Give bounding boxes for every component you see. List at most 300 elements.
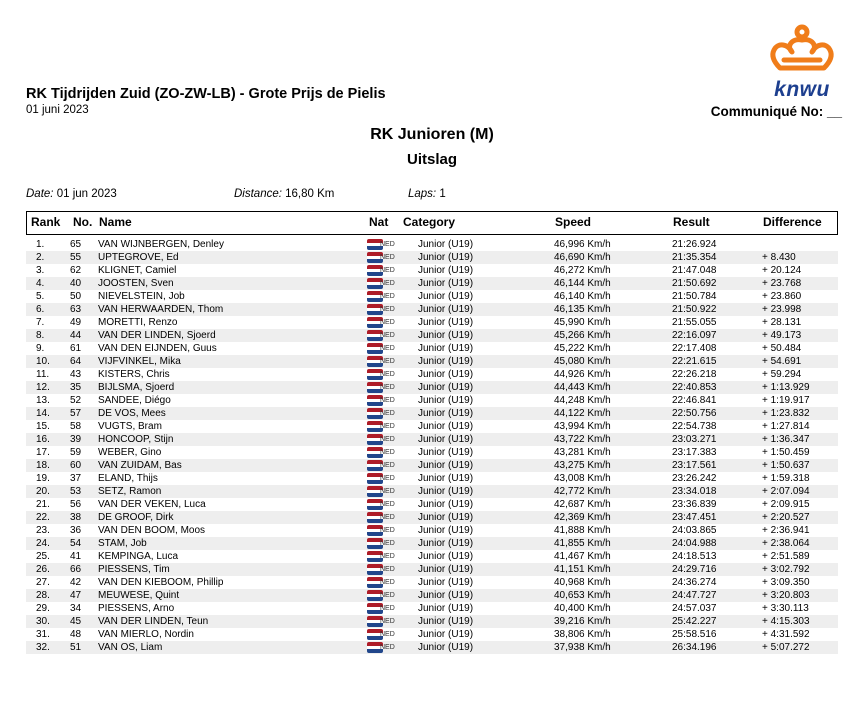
cell-nat: NED bbox=[380, 436, 395, 443]
cell-rank: 5. bbox=[36, 291, 45, 302]
meta-laps-label: Laps: bbox=[408, 188, 437, 200]
cell-rank: 12. bbox=[36, 382, 50, 393]
results-subtitle: Uitslag bbox=[406, 151, 457, 168]
cell-rank: 26. bbox=[36, 564, 50, 575]
cell-nat: NED bbox=[380, 592, 395, 599]
cell-no: 60 bbox=[70, 460, 82, 471]
cell-category: Junior (U19) bbox=[418, 369, 474, 380]
meta-date-label: Date: bbox=[26, 188, 54, 200]
cell-rank: 18. bbox=[36, 460, 50, 471]
cell-difference: + 1:13.929 bbox=[762, 382, 810, 393]
cell-rank: 10. bbox=[36, 356, 50, 367]
table-row bbox=[26, 641, 838, 654]
cell-result: 24:18.513 bbox=[672, 551, 717, 562]
cell-name: VAN ZUIDAM, Bas bbox=[98, 460, 182, 471]
cell-name: VUGTS, Bram bbox=[98, 421, 162, 432]
cell-result: 22:21.615 bbox=[672, 356, 717, 367]
cell-speed: 43,994 Km/h bbox=[554, 421, 611, 432]
cell-no: 63 bbox=[70, 304, 82, 315]
cell-result: 25:42.227 bbox=[672, 616, 717, 627]
table-body bbox=[26, 235, 838, 654]
cell-rank: 21. bbox=[36, 499, 50, 510]
cell-speed: 45,080 Km/h bbox=[554, 356, 611, 367]
cell-difference: + 54.691 bbox=[762, 356, 802, 367]
cell-difference: + 1:23.832 bbox=[762, 408, 810, 419]
cell-no: 52 bbox=[70, 395, 82, 406]
cell-speed: 41,855 Km/h bbox=[554, 538, 611, 549]
cell-name: KLIGNET, Camiel bbox=[98, 265, 177, 276]
cell-nat: NED bbox=[380, 410, 395, 417]
cell-result: 23:36.839 bbox=[672, 499, 717, 510]
cell-rank: 8. bbox=[36, 330, 45, 341]
logo-text: knwu bbox=[774, 78, 830, 101]
cell-rank: 11. bbox=[36, 369, 50, 380]
cell-result: 21:47.048 bbox=[672, 265, 717, 276]
table-row bbox=[26, 589, 838, 602]
table-row bbox=[26, 472, 838, 485]
cell-nat: NED bbox=[380, 267, 395, 274]
cell-nat: NED bbox=[380, 514, 395, 521]
cell-difference: + 20.124 bbox=[762, 265, 802, 276]
cell-category: Junior (U19) bbox=[418, 421, 474, 432]
cell-result: 21:55.055 bbox=[672, 317, 717, 328]
cell-difference: + 2:36.941 bbox=[762, 525, 810, 536]
cell-no: 48 bbox=[70, 629, 82, 640]
cell-difference: + 1:59.318 bbox=[762, 473, 810, 484]
cell-result: 24:36.274 bbox=[672, 577, 717, 588]
table-row bbox=[26, 251, 838, 264]
cell-difference: + 3:02.792 bbox=[762, 564, 810, 575]
knwu-logo bbox=[762, 22, 842, 102]
cell-name: JOOSTEN, Sven bbox=[98, 278, 174, 289]
cell-category: Junior (U19) bbox=[418, 629, 474, 640]
cell-speed: 44,926 Km/h bbox=[554, 369, 611, 380]
table-row bbox=[26, 303, 838, 316]
cell-no: 44 bbox=[70, 330, 82, 341]
cell-nat: NED bbox=[380, 475, 395, 482]
cell-category: Junior (U19) bbox=[418, 252, 474, 263]
cell-speed: 41,467 Km/h bbox=[554, 551, 611, 562]
cell-name: HONCOOP, Stijn bbox=[98, 434, 174, 445]
col-rank: Rank bbox=[31, 215, 61, 229]
cell-category: Junior (U19) bbox=[418, 447, 474, 458]
cell-name: DE GROOF, Dirk bbox=[98, 512, 174, 523]
cell-nat: NED bbox=[380, 462, 395, 469]
cell-rank: 7. bbox=[36, 317, 45, 328]
cell-speed: 44,122 Km/h bbox=[554, 408, 611, 419]
meta-date bbox=[26, 188, 117, 200]
table-row bbox=[26, 563, 838, 576]
cell-name: VIJFVINKEL, Mika bbox=[98, 356, 181, 367]
cell-speed: 43,008 Km/h bbox=[554, 473, 611, 484]
cell-name: ELAND, Thijs bbox=[98, 473, 158, 484]
table-row bbox=[26, 446, 838, 459]
table-row bbox=[26, 576, 838, 589]
crown-icon bbox=[762, 22, 842, 78]
cell-result: 25:58.516 bbox=[672, 629, 717, 640]
cell-nat: NED bbox=[380, 332, 395, 339]
cell-difference: + 3:09.350 bbox=[762, 577, 810, 588]
meta-distance-value: 16,80 Km bbox=[285, 188, 335, 200]
cell-category: Junior (U19) bbox=[418, 499, 474, 510]
table-row bbox=[26, 394, 838, 407]
cell-difference: + 1:27.814 bbox=[762, 421, 810, 432]
cell-speed: 43,281 Km/h bbox=[554, 447, 611, 458]
table-row bbox=[26, 407, 838, 420]
table-row bbox=[26, 316, 838, 329]
cell-speed: 46,690 Km/h bbox=[554, 252, 611, 263]
table-row bbox=[26, 485, 838, 498]
table-header bbox=[26, 211, 838, 235]
cell-no: 36 bbox=[70, 525, 82, 536]
cell-category: Junior (U19) bbox=[418, 291, 474, 302]
cell-no: 39 bbox=[70, 434, 82, 445]
cell-result: 23:03.271 bbox=[672, 434, 717, 445]
cell-result: 21:50.692 bbox=[672, 278, 717, 289]
cell-rank: 17. bbox=[36, 447, 50, 458]
cell-nat: NED bbox=[380, 488, 395, 495]
cell-name: DE VOS, Mees bbox=[98, 408, 166, 419]
col-result: Result bbox=[673, 215, 710, 229]
cell-difference: + 1:19.917 bbox=[762, 395, 810, 406]
cell-nat: NED bbox=[380, 306, 395, 313]
cell-category: Junior (U19) bbox=[418, 564, 474, 575]
cell-rank: 29. bbox=[36, 603, 50, 614]
cell-category: Junior (U19) bbox=[418, 408, 474, 419]
cell-no: 56 bbox=[70, 499, 82, 510]
table-row bbox=[26, 433, 838, 446]
cell-difference: + 8.430 bbox=[762, 252, 796, 263]
cell-nat: NED bbox=[380, 397, 395, 404]
cell-name: VAN DER LINDEN, Sjoerd bbox=[98, 330, 216, 341]
cell-result: 24:04.988 bbox=[672, 538, 717, 549]
cell-rank: 3. bbox=[36, 265, 45, 276]
cell-speed: 41,151 Km/h bbox=[554, 564, 611, 575]
cell-speed: 46,996 Km/h bbox=[554, 239, 611, 250]
cell-category: Junior (U19) bbox=[418, 304, 474, 315]
cell-result: 22:46.841 bbox=[672, 395, 717, 406]
event-date: 01 juni 2023 bbox=[26, 104, 89, 116]
cell-name: SETZ, Ramon bbox=[98, 486, 162, 497]
communique-number: Communiqué No: __ bbox=[710, 104, 842, 119]
cell-name: VAN DER VEKEN, Luca bbox=[98, 499, 206, 510]
cell-difference: + 28.131 bbox=[762, 317, 802, 328]
cell-category: Junior (U19) bbox=[418, 603, 474, 614]
cell-no: 53 bbox=[70, 486, 82, 497]
col-category: Category bbox=[403, 215, 456, 229]
cell-category: Junior (U19) bbox=[418, 343, 474, 354]
cell-no: 57 bbox=[70, 408, 82, 419]
cell-result: 23:17.383 bbox=[672, 447, 717, 458]
cell-speed: 46,140 Km/h bbox=[554, 291, 611, 302]
cell-no: 34 bbox=[70, 603, 82, 614]
cell-result: 23:34.018 bbox=[672, 486, 717, 497]
cell-difference: + 2:20.527 bbox=[762, 512, 810, 523]
cell-nat: NED bbox=[380, 293, 395, 300]
cell-no: 50 bbox=[70, 291, 82, 302]
cell-rank: 13. bbox=[36, 395, 50, 406]
col-nat: Nat bbox=[369, 215, 389, 229]
cell-speed: 46,144 Km/h bbox=[554, 278, 611, 289]
cell-speed: 45,266 Km/h bbox=[554, 330, 611, 341]
cell-rank: 9. bbox=[36, 343, 45, 354]
cell-name: KISTERS, Chris bbox=[98, 369, 170, 380]
col-difference: Difference bbox=[763, 215, 822, 229]
cell-rank: 6. bbox=[36, 304, 45, 315]
cell-rank: 15. bbox=[36, 421, 50, 432]
cell-nat: NED bbox=[380, 280, 395, 287]
cell-nat: NED bbox=[380, 566, 395, 573]
cell-nat: NED bbox=[380, 631, 395, 638]
cell-category: Junior (U19) bbox=[418, 330, 474, 341]
table-row bbox=[26, 381, 838, 394]
cell-category: Junior (U19) bbox=[418, 460, 474, 471]
cell-rank: 14. bbox=[36, 408, 50, 419]
cell-result: 24:57.037 bbox=[672, 603, 717, 614]
cell-difference: + 2:51.589 bbox=[762, 551, 810, 562]
cell-speed: 46,135 Km/h bbox=[554, 304, 611, 315]
cell-name: KEMPINGA, Luca bbox=[98, 551, 179, 562]
cell-nat: NED bbox=[380, 501, 395, 508]
cell-no: 54 bbox=[70, 538, 82, 549]
table-row bbox=[26, 615, 838, 628]
table-row bbox=[26, 329, 838, 342]
table-row bbox=[26, 459, 838, 472]
cell-rank: 27. bbox=[36, 577, 50, 588]
cell-nat: NED bbox=[380, 449, 395, 456]
cell-result: 21:35.354 bbox=[672, 252, 717, 263]
cell-no: 65 bbox=[70, 239, 82, 250]
cell-speed: 38,806 Km/h bbox=[554, 629, 611, 640]
cell-speed: 46,272 Km/h bbox=[554, 265, 611, 276]
cell-speed: 41,888 Km/h bbox=[554, 525, 611, 536]
cell-category: Junior (U19) bbox=[418, 317, 474, 328]
table-row bbox=[26, 238, 838, 251]
meta-date-value: 01 jun 2023 bbox=[56, 188, 117, 200]
cell-category: Junior (U19) bbox=[418, 616, 474, 627]
cell-speed: 45,990 Km/h bbox=[554, 317, 611, 328]
cell-nat: NED bbox=[380, 527, 395, 534]
cell-result: 22:26.218 bbox=[672, 369, 717, 380]
cell-difference: + 23.998 bbox=[762, 304, 802, 315]
cell-no: 51 bbox=[70, 642, 82, 653]
table-row bbox=[26, 368, 838, 381]
cell-difference: + 2:09.915 bbox=[762, 499, 810, 510]
cell-name: SANDEE, Diégo bbox=[98, 395, 171, 406]
cell-speed: 39,216 Km/h bbox=[554, 616, 611, 627]
cell-category: Junior (U19) bbox=[418, 473, 474, 484]
cell-category: Junior (U19) bbox=[418, 434, 474, 445]
cell-no: 35 bbox=[70, 382, 82, 393]
cell-nat: NED bbox=[380, 644, 395, 651]
cell-category: Junior (U19) bbox=[418, 551, 474, 562]
cell-result: 22:54.738 bbox=[672, 421, 717, 432]
cell-result: 21:50.784 bbox=[672, 291, 717, 302]
cell-speed: 42,369 Km/h bbox=[554, 512, 611, 523]
table-row bbox=[26, 277, 838, 290]
cell-no: 64 bbox=[70, 356, 82, 367]
cell-difference: + 59.294 bbox=[762, 369, 802, 380]
cell-nat: NED bbox=[380, 371, 395, 378]
cell-difference: + 23.860 bbox=[762, 291, 802, 302]
cell-nat: NED bbox=[380, 579, 395, 586]
cell-no: 45 bbox=[70, 616, 82, 627]
cell-rank: 2. bbox=[36, 252, 45, 263]
cell-category: Junior (U19) bbox=[418, 486, 474, 497]
cell-category: Junior (U19) bbox=[418, 577, 474, 588]
cell-difference: + 5:07.272 bbox=[762, 642, 810, 653]
cell-difference: + 2:38.064 bbox=[762, 538, 810, 549]
cell-rank: 30. bbox=[36, 616, 50, 627]
cell-nat: NED bbox=[380, 384, 395, 391]
cell-speed: 42,772 Km/h bbox=[554, 486, 611, 497]
table-row bbox=[26, 537, 838, 550]
cell-no: 41 bbox=[70, 551, 82, 562]
cell-rank: 1. bbox=[36, 239, 45, 250]
cell-difference: + 4:15.303 bbox=[762, 616, 810, 627]
table-row bbox=[26, 342, 838, 355]
cell-no: 38 bbox=[70, 512, 82, 523]
cell-result: 24:03.865 bbox=[672, 525, 717, 536]
cell-difference: + 3:20.803 bbox=[762, 590, 810, 601]
cell-nat: NED bbox=[380, 241, 395, 248]
cell-nat: NED bbox=[380, 358, 395, 365]
cell-no: 40 bbox=[70, 278, 82, 289]
cell-rank: 20. bbox=[36, 486, 50, 497]
cell-result: 23:17.561 bbox=[672, 460, 717, 471]
cell-name: UPTEGROVE, Ed bbox=[98, 252, 179, 263]
cell-speed: 45,222 Km/h bbox=[554, 343, 611, 354]
cell-no: 43 bbox=[70, 369, 82, 380]
cell-result: 24:47.727 bbox=[672, 590, 717, 601]
cell-result: 26:34.196 bbox=[672, 642, 717, 653]
cell-rank: 32. bbox=[36, 642, 50, 653]
cell-rank: 19. bbox=[36, 473, 50, 484]
cell-name: VAN DEN KIEBOOM, Phillip bbox=[98, 577, 224, 588]
cell-no: 62 bbox=[70, 265, 82, 276]
cell-category: Junior (U19) bbox=[418, 239, 474, 250]
cell-result: 22:17.408 bbox=[672, 343, 717, 354]
cell-name: STAM, Job bbox=[98, 538, 147, 549]
cell-name: WEBER, Gino bbox=[98, 447, 162, 458]
cell-difference: + 3:30.113 bbox=[762, 603, 809, 614]
cell-name: NIEVELSTEIN, Job bbox=[98, 291, 185, 302]
cell-name: VAN DEN BOOM, Moos bbox=[98, 525, 206, 536]
cell-category: Junior (U19) bbox=[418, 590, 474, 601]
cell-name: MEUWESE, Quint bbox=[98, 590, 180, 601]
cell-category: Junior (U19) bbox=[418, 525, 474, 536]
cell-result: 21:50.922 bbox=[672, 304, 717, 315]
cell-category: Junior (U19) bbox=[418, 512, 474, 523]
cell-rank: 4. bbox=[36, 278, 45, 289]
table-row bbox=[26, 264, 838, 277]
cell-result: 22:50.756 bbox=[672, 408, 717, 419]
cell-category: Junior (U19) bbox=[418, 265, 474, 276]
cell-result: 22:40.853 bbox=[672, 382, 717, 393]
cell-name: VAN WIJNBERGEN, Denley bbox=[98, 239, 224, 250]
cell-speed: 44,443 Km/h bbox=[554, 382, 611, 393]
cell-no: 58 bbox=[70, 421, 82, 432]
table-row bbox=[26, 550, 838, 563]
race-name: RK Junioren (M) bbox=[370, 126, 494, 143]
cell-difference: + 1:50.637 bbox=[762, 460, 810, 471]
cell-nat: NED bbox=[380, 553, 395, 560]
table-row bbox=[26, 498, 838, 511]
cell-no: 55 bbox=[70, 252, 82, 263]
table-row bbox=[26, 628, 838, 641]
cell-difference: + 50.484 bbox=[762, 343, 802, 354]
cell-no: 59 bbox=[70, 447, 82, 458]
cell-result: 23:26.242 bbox=[672, 473, 717, 484]
cell-difference: + 49.173 bbox=[762, 330, 802, 341]
cell-name: VAN OS, Liam bbox=[98, 642, 163, 653]
table-row bbox=[26, 290, 838, 303]
cell-category: Junior (U19) bbox=[418, 356, 474, 367]
cell-no: 49 bbox=[70, 317, 82, 328]
cell-difference: + 2:07.094 bbox=[762, 486, 810, 497]
cell-category: Junior (U19) bbox=[418, 278, 474, 289]
cell-no: 47 bbox=[70, 590, 82, 601]
cell-rank: 24. bbox=[36, 538, 50, 549]
cell-speed: 43,275 Km/h bbox=[554, 460, 611, 471]
col-no: No. bbox=[73, 215, 93, 229]
cell-speed: 43,722 Km/h bbox=[554, 434, 611, 445]
cell-result: 24:29.716 bbox=[672, 564, 717, 575]
cell-category: Junior (U19) bbox=[418, 538, 474, 549]
cell-name: VAN HERWAARDEN, Thom bbox=[98, 304, 224, 315]
cell-nat: NED bbox=[380, 423, 395, 430]
cell-difference: + 23.768 bbox=[762, 278, 802, 289]
cell-result: 21:26.924 bbox=[672, 239, 717, 250]
cell-difference: + 4:31.592 bbox=[762, 629, 810, 640]
cell-speed: 42,687 Km/h bbox=[554, 499, 611, 510]
cell-speed: 40,653 Km/h bbox=[554, 590, 611, 601]
table-row bbox=[26, 524, 838, 537]
cell-speed: 40,400 Km/h bbox=[554, 603, 611, 614]
cell-name: BIJLSMA, Sjoerd bbox=[98, 382, 175, 393]
meta-laps bbox=[408, 188, 446, 200]
cell-rank: 22. bbox=[36, 512, 50, 523]
meta-distance-label: Distance: bbox=[234, 188, 282, 200]
cell-nat: NED bbox=[380, 540, 395, 547]
event-title: RK Tijdrijden Zuid (ZO-ZW-LB) - Grote Prijs de Pielis bbox=[26, 86, 386, 102]
cell-speed: 40,968 Km/h bbox=[554, 577, 611, 588]
cell-rank: 16. bbox=[36, 434, 50, 445]
cell-name: VAN DER LINDEN, Teun bbox=[98, 616, 209, 627]
cell-no: 66 bbox=[70, 564, 82, 575]
cell-result: 23:47.451 bbox=[672, 512, 717, 523]
cell-nat: NED bbox=[380, 605, 395, 612]
cell-nat: NED bbox=[380, 319, 395, 326]
col-speed: Speed bbox=[555, 215, 592, 229]
results-table bbox=[26, 211, 838, 654]
table-row bbox=[26, 420, 838, 433]
cell-name: PIESSENS, Tim bbox=[98, 564, 170, 575]
table-row bbox=[26, 511, 838, 524]
cell-rank: 23. bbox=[36, 525, 50, 536]
cell-result: 22:16.097 bbox=[672, 330, 717, 341]
cell-no: 37 bbox=[70, 473, 82, 484]
meta-laps-value: 1 bbox=[439, 188, 446, 200]
meta-distance bbox=[234, 188, 334, 200]
cell-name: PIESSENS, Arno bbox=[98, 603, 175, 614]
col-name: Name bbox=[99, 215, 132, 229]
cell-rank: 31. bbox=[36, 629, 50, 640]
cell-rank: 28. bbox=[36, 590, 50, 601]
table-row bbox=[26, 602, 838, 615]
cell-speed: 44,248 Km/h bbox=[554, 395, 611, 406]
cell-nat: NED bbox=[380, 254, 395, 261]
